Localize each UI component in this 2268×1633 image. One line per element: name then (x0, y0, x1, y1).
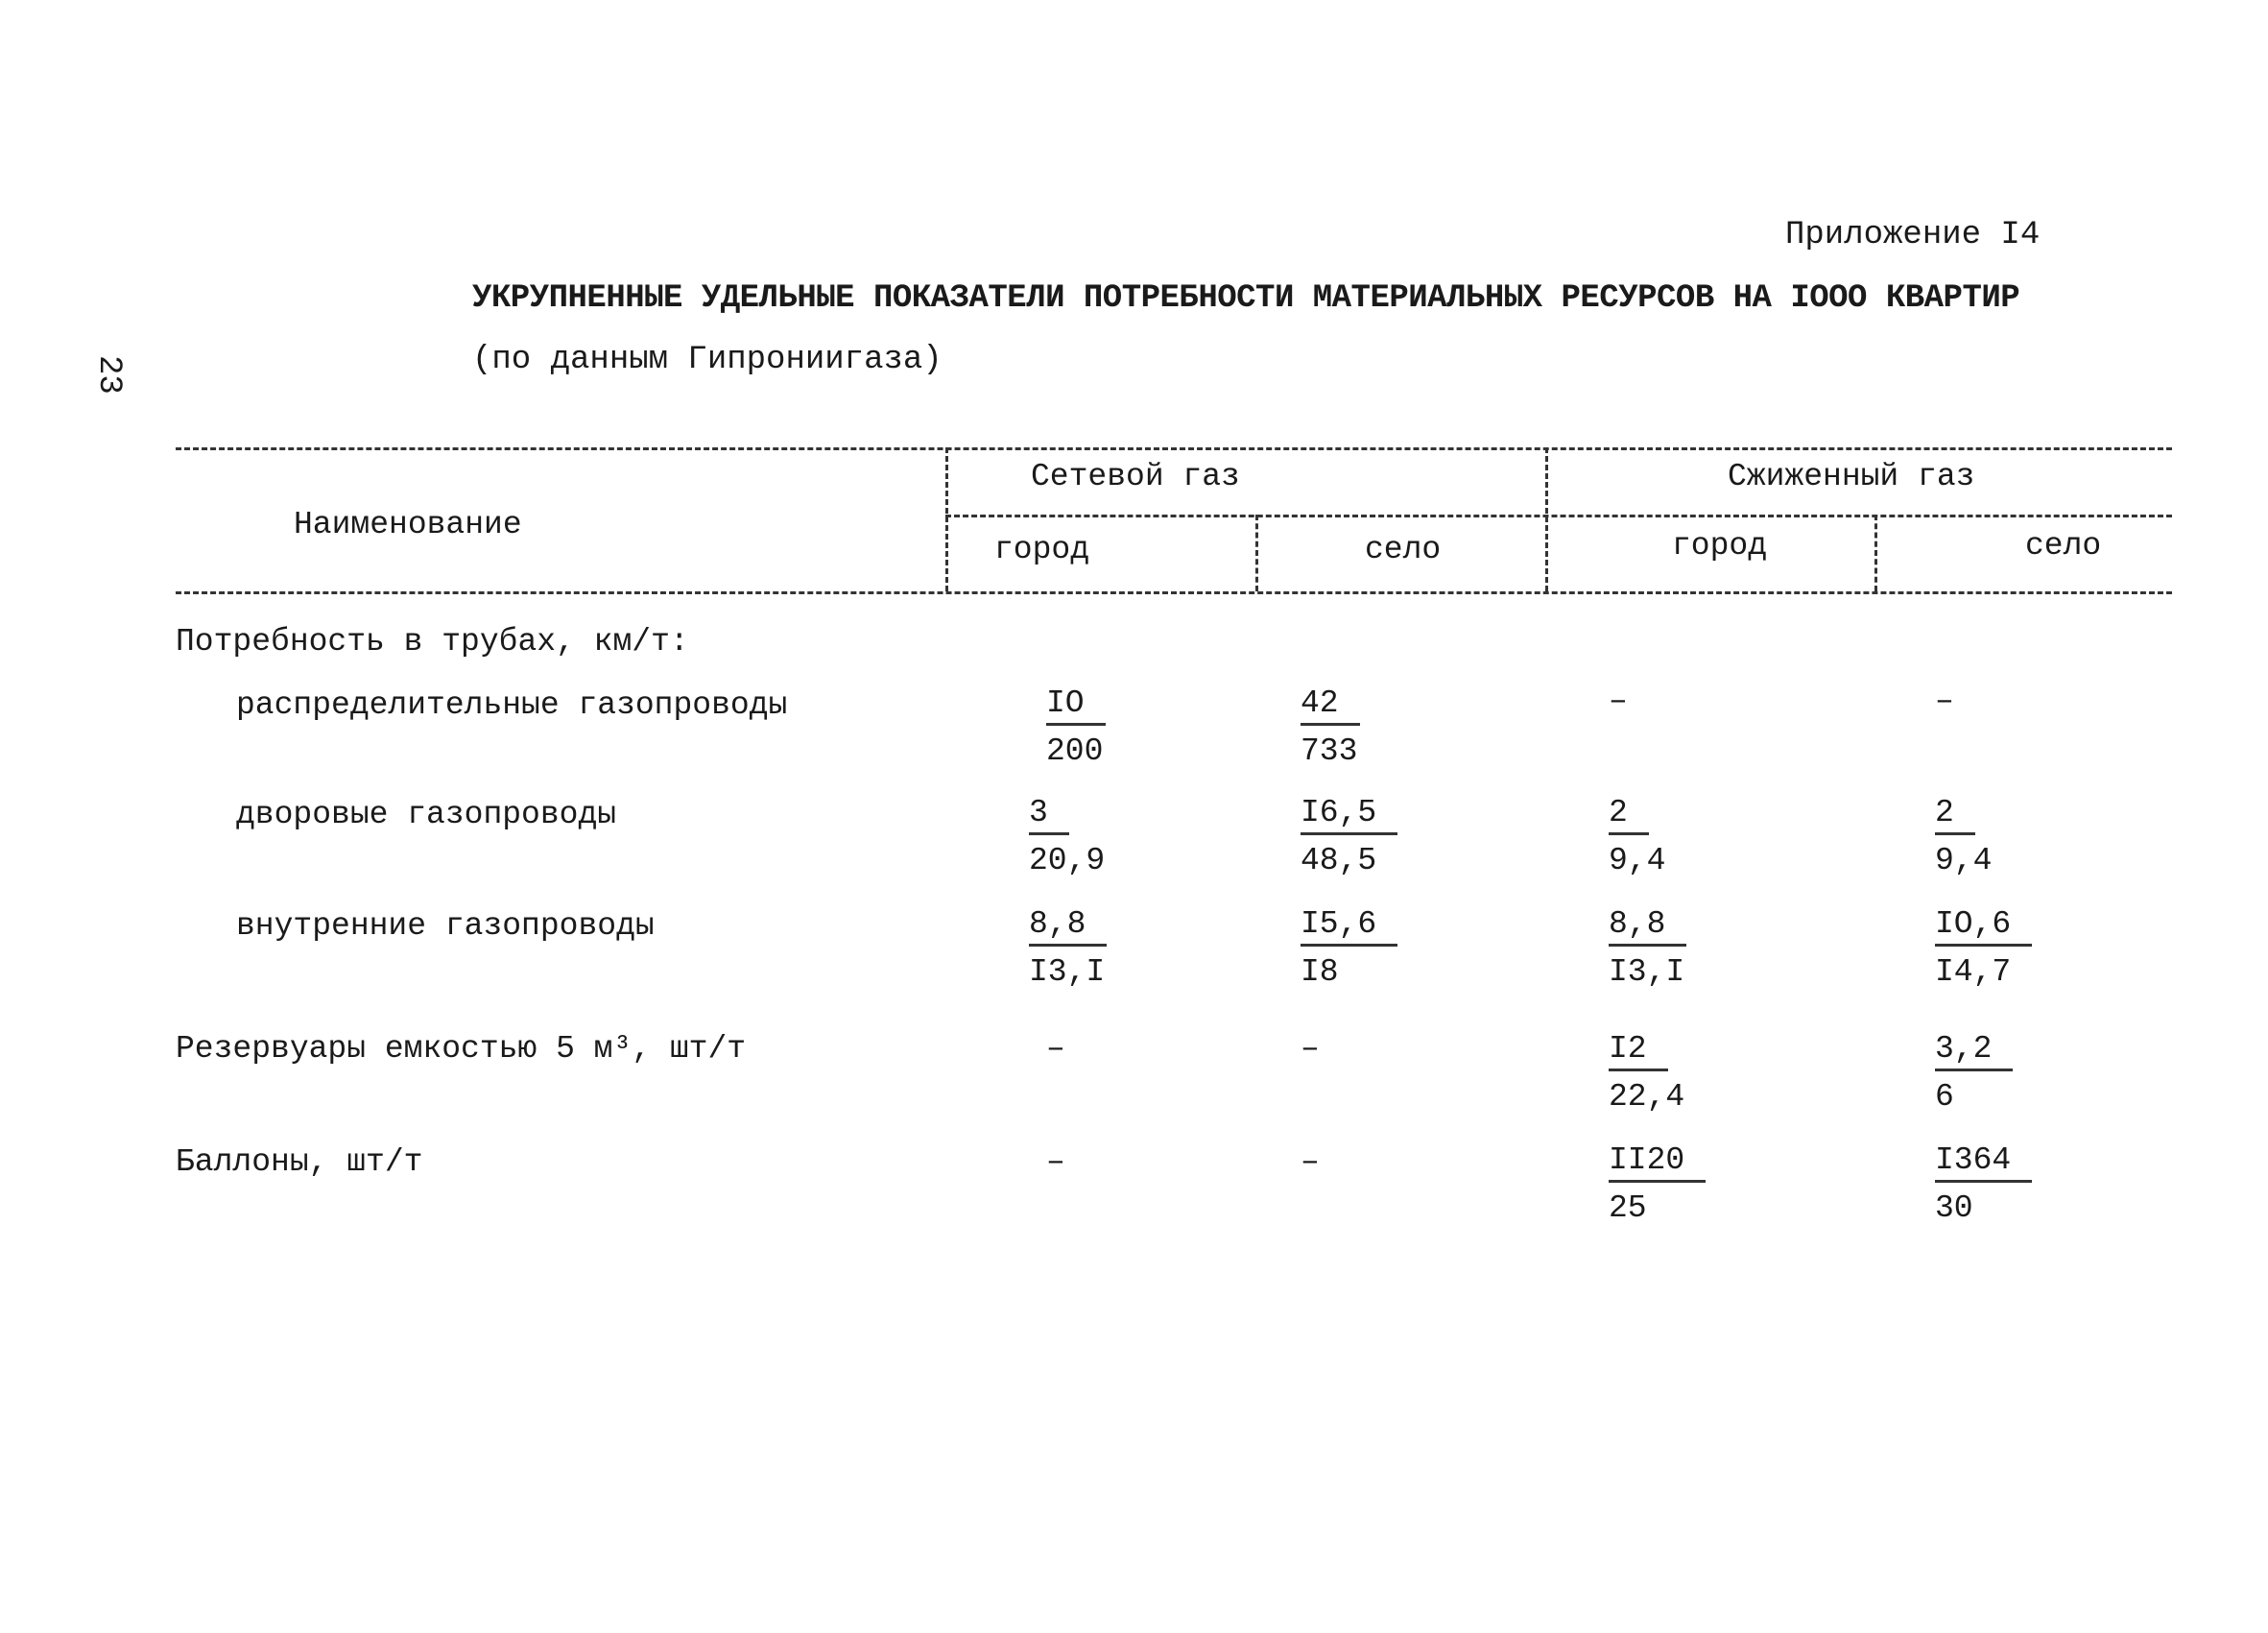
value-liquefied-village: – (1935, 684, 1954, 719)
value-numerator: 3 (1029, 797, 1069, 835)
value-liquefied-village (1935, 1144, 2032, 1224)
value-network-city: – (1046, 1144, 1065, 1180)
value-numerator: 8,8 (1029, 908, 1107, 947)
value-liquefied-village (1935, 797, 1992, 877)
header-top-rule (176, 447, 2172, 450)
value-liquefied-city (1609, 1033, 1684, 1113)
value-numerator: I6,5 (1301, 797, 1397, 835)
value-numerator: 8,8 (1609, 908, 1686, 947)
header-divider-network (1255, 515, 1258, 591)
header-liquefied-city: город (1672, 528, 1768, 564)
value-denominator: 30 (1935, 1190, 1973, 1226)
value-numerator: 3,2 (1935, 1033, 2013, 1071)
row-label: дворовые газопроводы (236, 797, 617, 832)
value-denominator: 733 (1301, 733, 1358, 769)
value-numerator: 2 (1609, 797, 1649, 835)
row-label: Баллоны, шт/т (176, 1144, 423, 1180)
value-liquefied-city (1609, 908, 1686, 988)
value-numerator: I364 (1935, 1144, 2032, 1183)
margin-page-mark: 23 (90, 355, 127, 395)
value-liquefied-city: – (1609, 684, 1628, 719)
row-label: Резервуары емкостью 5 м³, шт/т (176, 1031, 747, 1067)
value-denominator: 20,9 (1029, 843, 1106, 878)
value-network-city (1029, 908, 1107, 988)
value-denominator: 6 (1935, 1079, 1954, 1115)
value-numerator: I2 (1609, 1033, 1668, 1071)
header-network-city: город (994, 532, 1090, 567)
value-denominator: 25 (1609, 1190, 1647, 1226)
header-name: Наименование (294, 507, 522, 542)
header-network-gas: Сетевой газ (1031, 459, 1240, 494)
header-divider-liquefied (1874, 515, 1877, 591)
appendix-label: Приложение I4 (1785, 217, 2041, 253)
value-numerator: IO,6 (1935, 908, 2032, 947)
value-network-village: – (1301, 1144, 1320, 1180)
document-subtitle: (по данным Гипрониигаза) (472, 342, 943, 378)
value-denominator: I8 (1301, 954, 1339, 990)
row-label: внутренние газопроводы (236, 908, 655, 944)
value-liquefied-city (1609, 1144, 1706, 1224)
header-liquefied-gas: Сжиженный газ (1728, 459, 1975, 494)
value-liquefied-city (1609, 797, 1665, 877)
value-denominator: 22,4 (1609, 1079, 1685, 1115)
value-numerator: IO (1046, 687, 1106, 726)
header-network-village: село (1365, 532, 1442, 567)
value-denominator: 200 (1046, 733, 1104, 769)
value-numerator: I5,6 (1301, 908, 1397, 947)
value-numerator: II20 (1609, 1144, 1706, 1183)
header-bottom-rule (176, 591, 2172, 594)
value-numerator: 2 (1935, 797, 1975, 835)
value-denominator: I4,7 (1935, 954, 2012, 990)
value-network-village (1301, 687, 1360, 767)
header-mid-rule (945, 515, 2172, 517)
value-numerator: 42 (1301, 687, 1360, 726)
value-liquefied-village (1935, 908, 2032, 988)
value-denominator: I3,I (1609, 954, 1685, 990)
section-pipes: Потребность в трубах, км/т: (176, 624, 689, 660)
header-liquefied-village: село (2025, 528, 2102, 564)
value-network-city (1029, 797, 1105, 877)
header-divider-groups (1545, 447, 1548, 591)
value-network-village (1301, 797, 1397, 877)
value-denominator: 9,4 (1609, 843, 1666, 878)
value-network-village: – (1301, 1031, 1320, 1067)
value-denominator: 48,5 (1301, 843, 1377, 878)
document-title: УКРУПНЕННЫЕ УДЕЛЬНЫЕ ПОКАЗАТЕЛИ ПОТРЕБНОСТИ МАТЕРИАЛЬНЫХ РЕСУРСОВ НА IOOO КВАРТИР (472, 280, 2020, 317)
value-network-city (1046, 687, 1106, 767)
value-network-city: – (1046, 1031, 1065, 1067)
row-label: распределительные газопроводы (236, 687, 788, 723)
header-divider-name (945, 447, 948, 591)
value-denominator: I3,I (1029, 954, 1106, 990)
value-denominator: 9,4 (1935, 843, 1993, 878)
value-network-village (1301, 908, 1397, 988)
value-liquefied-village (1935, 1033, 2013, 1113)
